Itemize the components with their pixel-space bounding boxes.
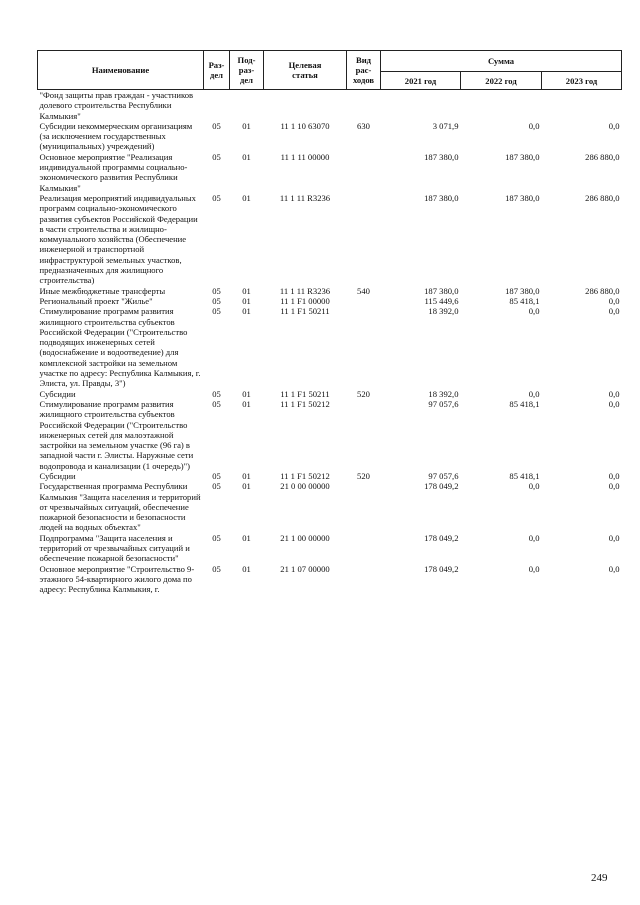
row-subsection (230, 90, 264, 121)
row-sum-2021: 187 380,0 (424, 192, 459, 203)
page-number: 249 (591, 872, 608, 884)
row-subsection: 01 (242, 532, 251, 543)
row-name: Стимулирование программ развития жилищного строительства субъектов Российской Федерации ("Строительство подводящих инженерных сетей (водоснабжение и водоотведение) для комплексной застройки на земельном участке по адресу: Республика Калмыкия, г. Элиста, ул. Правды, 3") (39, 306, 201, 389)
row-subsection: 01 (242, 481, 251, 492)
row-sum-2023: 0,0 (608, 388, 620, 399)
row-section: 05 (212, 388, 221, 399)
header-year-2023: 2023 год (542, 72, 622, 90)
row-name: Реализация мероприятий индивидуальных программ социально-экономического развития субъектов Российской Федерации в части строительства и жилищно-коммунального хозяйства (Обеспечение инженерной и транспортной инфраструктурой земельных участков, предназначенных для жилищного строительства) (39, 192, 198, 286)
row-expense-type: 520 (357, 388, 370, 399)
table-row (38, 306, 622, 388)
row-sum-2023: 0,0 (608, 306, 620, 317)
row-section: 05 (212, 563, 221, 574)
row-sum-2023: 0,0 (608, 532, 620, 543)
row-sum-2022: 187 380,0 (505, 285, 540, 296)
table-row (38, 564, 622, 595)
row-sum-2021: 18 392,0 (428, 306, 459, 317)
row-expense-type (347, 533, 381, 564)
row-sum-2021: 115 449,6 (424, 295, 459, 306)
row-section: 05 (212, 151, 221, 162)
row-name: Стимулирование программ развития жилищного строительства субъектов Российской Федерации ("Строительство инженерных сетей для малоэтажной застройки на земельном участке (96 га) в западной части г. Элисты. Наружные сети водопровода и канализации (1 очередь)") (39, 398, 194, 471)
header-name: Наименование (38, 51, 204, 90)
row-sum-2022: 0,0 (528, 563, 540, 574)
row-sum-2022: 187 380,0 (505, 192, 540, 203)
row-expense-type (347, 152, 381, 193)
table-body (38, 90, 622, 595)
row-expense-type (347, 564, 381, 595)
row-sum-2021: 178 049,2 (424, 481, 459, 492)
table-row (38, 533, 622, 564)
row-sum-2022 (461, 90, 542, 121)
row-subsection: 01 (242, 151, 251, 162)
row-name: Субсидии (39, 470, 76, 481)
row-expense-type: 520 (357, 470, 370, 481)
row-sum-2021: 97 057,6 (428, 398, 459, 409)
row-target: 11 1 F1 50212 (280, 470, 330, 481)
table-row (38, 471, 622, 481)
row-section: 05 (212, 470, 221, 481)
row-target: 11 1 11 R3236 (279, 285, 331, 296)
row-sum-2022: 85 418,1 (509, 470, 540, 481)
row-name: Государственная программа Республики Калмыкия "Защита населения и территорий от чрезвычайных ситуаций, обеспечение пожарной безопасности и безопасности людей на водных объектах" (39, 481, 201, 533)
row-section: 05 (212, 306, 221, 317)
row-sum-2022: 0,0 (528, 306, 540, 317)
row-expense-type (347, 306, 381, 388)
row-subsection: 01 (242, 398, 251, 409)
row-expense-type: 630 (357, 120, 370, 131)
row-name: Основное мероприятие "Реализация индивидуальной программы социально-экономического развития Республики Калмыкия" (39, 151, 188, 193)
header-year-2022: 2022 год (461, 72, 542, 90)
row-expense-type: 540 (357, 285, 370, 296)
table-row (38, 389, 622, 399)
table-row (38, 399, 622, 471)
row-subsection: 01 (242, 388, 251, 399)
row-section: 05 (212, 398, 221, 409)
header-expense-type: Вид рас- ходов (347, 51, 381, 90)
row-section: 05 (212, 192, 221, 203)
row-sum-2021: 18 392,0 (428, 388, 459, 399)
row-sum-2023: 0,0 (608, 470, 620, 481)
row-sum-2022: 0,0 (528, 120, 540, 131)
row-sum-2023: 286 880,0 (585, 285, 620, 296)
row-subsection: 01 (242, 563, 251, 574)
row-sum-2021: 178 049,2 (424, 532, 459, 543)
row-sum-2022: 85 418,1 (509, 295, 540, 306)
row-name: Региональный проект "Жилье" (39, 295, 153, 306)
row-section: 05 (212, 481, 221, 492)
row-name: Субсидии некоммерческим организациям (за исключением государственных (муниципальных) учреждений) (39, 120, 193, 152)
row-sum-2023: 0,0 (608, 563, 620, 574)
header-section: Раз- дел (204, 51, 230, 90)
row-subsection: 01 (242, 120, 251, 131)
row-sum-2022: 0,0 (528, 532, 540, 543)
row-target: 11 1 F1 00000 (280, 295, 330, 306)
table-row (38, 481, 622, 532)
row-target: 21 1 00 00000 (280, 532, 330, 543)
row-target: 11 1 F1 50211 (280, 306, 330, 317)
row-sum-2023: 286 880,0 (585, 192, 620, 203)
row-target: 11 1 F1 50211 (280, 388, 330, 399)
table-row (38, 286, 622, 296)
header-year-2021: 2021 год (381, 72, 461, 90)
row-sum-2022: 187 380,0 (505, 151, 540, 162)
row-sum-2021 (381, 90, 461, 121)
row-subsection: 01 (242, 295, 251, 306)
row-subsection: 01 (242, 192, 251, 203)
table-row (38, 193, 622, 286)
row-sum-2022: 0,0 (528, 481, 540, 492)
row-target: 11 1 10 63070 (280, 120, 330, 131)
row-sum-2021: 3 071,9 (432, 120, 459, 131)
table-header-row (38, 51, 622, 72)
row-expense-type (347, 296, 381, 306)
budget-table (37, 50, 622, 595)
row-expense-type (347, 193, 381, 286)
row-target: 11 1 11 R3236 (279, 192, 331, 203)
row-sum-2023: 0,0 (608, 295, 620, 306)
row-name: Основное мероприятие "Строительство 9-этажного 54-квартирного жилого дома по адресу: Республика Калмыкия, г. (39, 563, 195, 595)
row-name: Подпрограмма "Защита населения и территорий от чрезвычайных ситуаций и обеспечение пожарной безопасности" (39, 532, 190, 564)
row-section: 05 (212, 532, 221, 543)
row-sum-2021: 178 049,2 (424, 563, 459, 574)
row-sum-2021: 97 057,6 (428, 470, 459, 481)
row-target: 21 0 00 00000 (280, 481, 330, 492)
row-sum-2023: 0,0 (608, 481, 620, 492)
row-section: 05 (212, 295, 221, 306)
row-name: Иные межбюджетные трансферты (39, 285, 166, 296)
row-sum-2023: 286 880,0 (585, 151, 620, 162)
row-section: 05 (212, 120, 221, 131)
row-sum-2022: 0,0 (528, 388, 540, 399)
row-expense-type (347, 481, 381, 532)
row-sum-2023 (542, 90, 622, 121)
row-sum-2021: 187 380,0 (424, 151, 459, 162)
row-target (264, 90, 347, 121)
row-section: 05 (212, 285, 221, 296)
row-sum-2023: 0,0 (608, 398, 620, 409)
row-target: 11 1 11 00000 (280, 151, 330, 162)
header-sum: Сумма (381, 51, 622, 72)
row-sum-2023: 0,0 (608, 120, 620, 131)
row-name: Субсидии (39, 388, 76, 399)
row-subsection: 01 (242, 306, 251, 317)
row-sum-2021: 187 380,0 (424, 285, 459, 296)
row-subsection: 01 (242, 470, 251, 481)
table-row (38, 121, 622, 152)
header-subsection: Под- раз- дел (230, 51, 264, 90)
row-target: 21 1 07 00000 (280, 563, 330, 574)
row-section (204, 90, 230, 121)
row-expense-type (347, 399, 381, 471)
row-sum-2022: 85 418,1 (509, 398, 540, 409)
table-row (38, 296, 622, 306)
row-expense-type (347, 90, 381, 121)
table-row (38, 152, 622, 193)
table-row (38, 90, 622, 121)
row-name: "Фонд защиты прав граждан - участников долевого строительства Республики Калмыкия" (39, 90, 194, 121)
row-subsection: 01 (242, 285, 251, 296)
header-target: Целевая статья (264, 51, 347, 90)
row-target: 11 1 F1 50212 (280, 398, 330, 409)
